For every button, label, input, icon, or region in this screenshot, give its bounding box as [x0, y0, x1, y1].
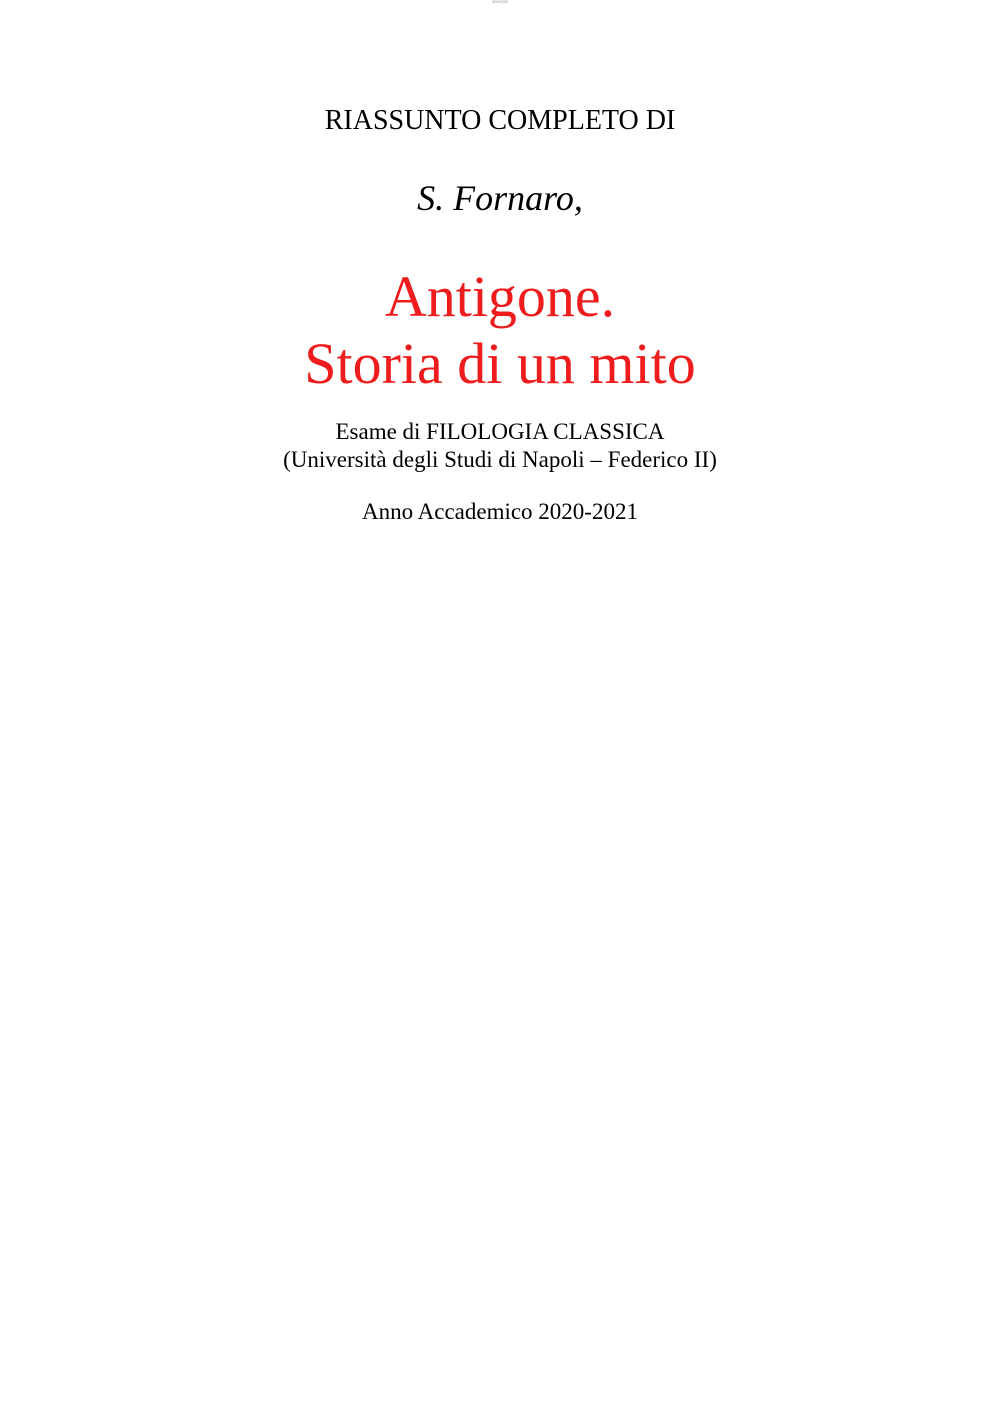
university-line: (Università degli Studi di Napoli – Federico II) [283, 447, 717, 472]
academic-year: Anno Accademico 2020-2021 [362, 499, 638, 524]
pre-title: RIASSUNTO COMPLETO DI [324, 105, 676, 136]
author-name: S. Fornaro, [417, 178, 583, 218]
header-mark: anonym [491, 0, 509, 5]
title-line-1: Antigone. [384, 264, 616, 329]
exam-line: Esame di FILOLOGIA CLASSICA [335, 419, 665, 444]
title-line-2: Storia di un mito [304, 331, 696, 396]
